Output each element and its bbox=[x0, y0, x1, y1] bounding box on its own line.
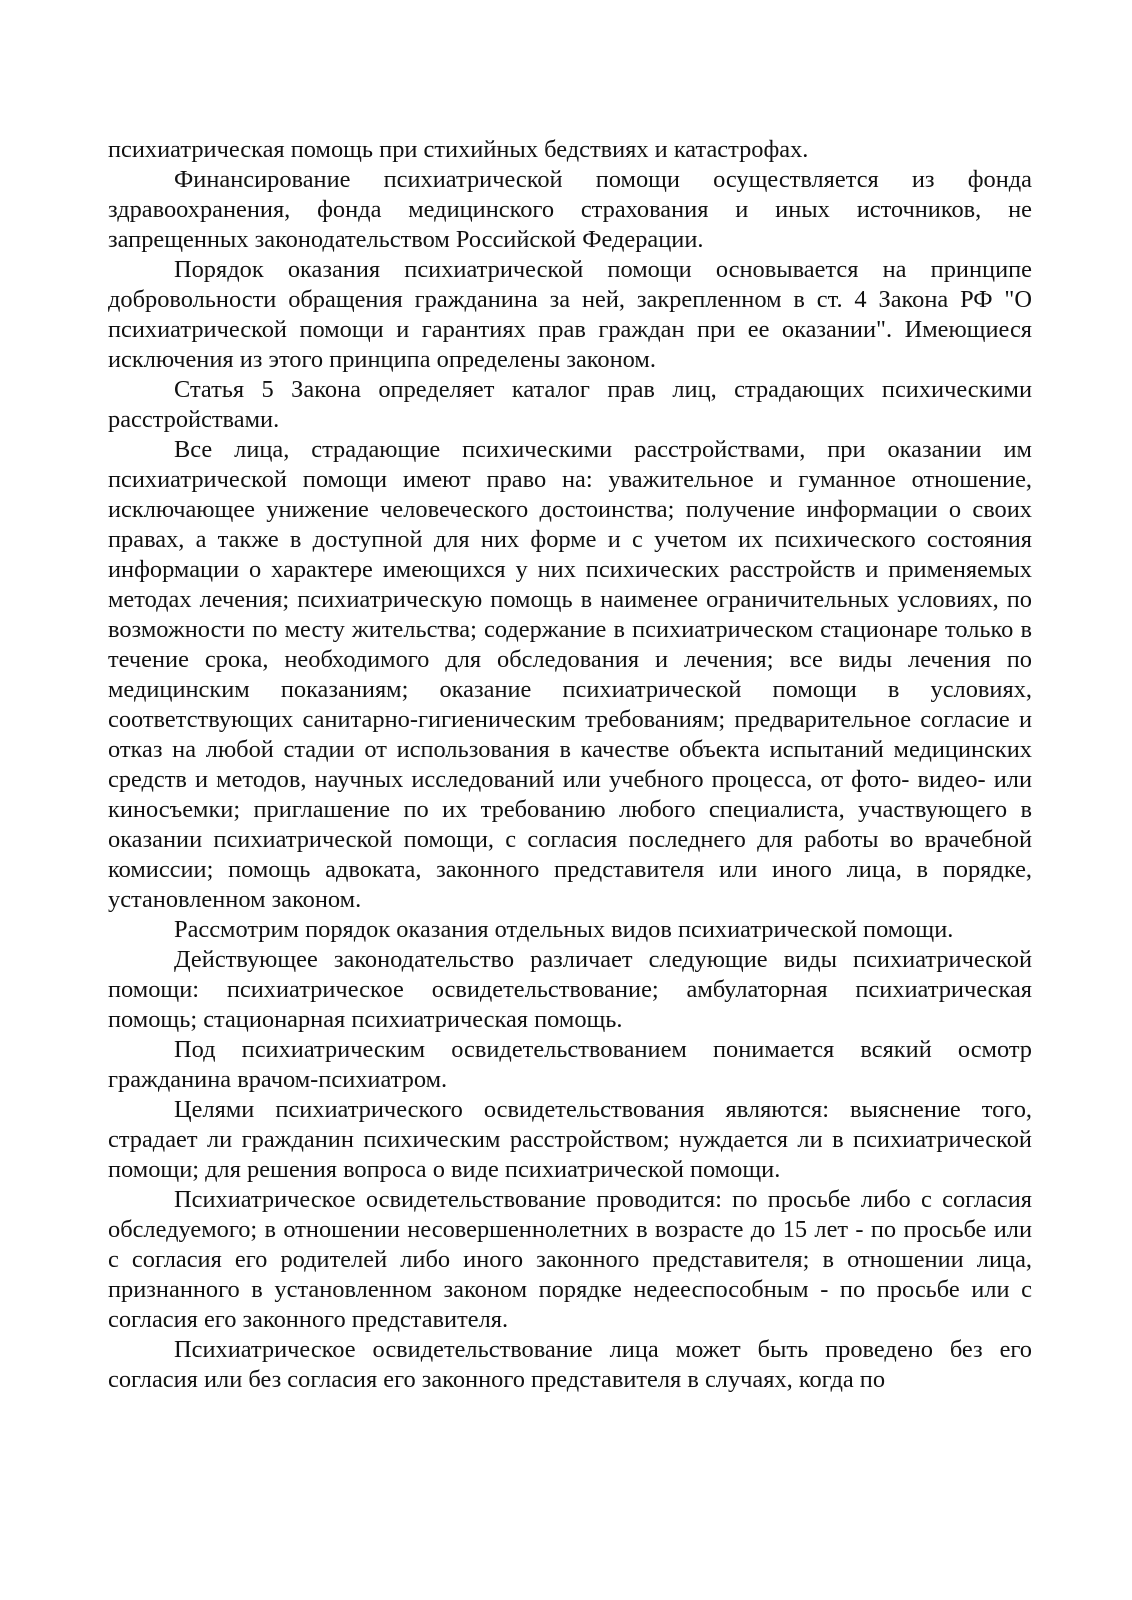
document-body bbox=[108, 135, 1032, 1395]
paragraph-9: Целями психиатрического освидетельствования являются: выяснение того, страдает ли гражданин психическим расстройством; нуждается ли в психиатрической помощи; для решения вопроса о виде психиатрической помощи. bbox=[108, 1096, 1032, 1183]
paragraph-2: Финансирование психиатрической помощи осуществляется из фонда здравоохранения, фонда медицинского страхования и иных источников, не запрещенных законодательством Российской Федерации. bbox=[108, 166, 1032, 253]
paragraph-4: Статья 5 Закона определяет каталог прав лиц, страдающих психическими расстройствами. bbox=[108, 376, 1032, 433]
paragraph-10: Психиатрическое освидетельствование проводится: по просьбе либо с согласия обследуемого; в отношении несовершеннолетних в возрасте до 15 лет - по просьбе или с согласия его родителей либо иного законного представителя; в отношении лица, признанного в установленном законом порядке недееспособным - по просьбе или с согласия его законного представителя. bbox=[108, 1186, 1032, 1333]
paragraph-3: Порядок оказания психиатрической помощи основывается на принципе добровольности обращения гражданина за ней, закрепленном в ст. 4 Закона РФ "О психиатрической помощи и гарантиях прав граждан при ее оказании". Имеющиеся исключения из этого принципа определены законом. bbox=[108, 256, 1032, 373]
paragraph-7: Действующее законодательство различает следующие виды психиатрической помощи: психиатрическое освидетельствование; амбулаторная психиатрическая помощь; стационарная психиатрическая помощь. bbox=[108, 946, 1032, 1033]
paragraph-11: Психиатрическое освидетельствование лица может быть проведено без его согласия или без согласия его законного представителя в случаях, когда по bbox=[108, 1336, 1032, 1393]
paragraph-6: Рассмотрим порядок оказания отдельных видов психиатрической помощи. bbox=[174, 916, 954, 943]
paragraph-5: Все лица, страдающие психическими расстройствами, при оказании им психиатрической помощи имеют право на: уважительное и гуманное отношение, исключающее унижение человеческого достоинства; получение информации о своих правах, а также в доступной для них форме и с учетом их психического состояния информации о характере имеющихся у них психических расстройств и применяемых методах лечения; психиатрическую помощь в наименее ограничительных условиях, по возможности по месту жительства; содержание в психиатрическом стационаре только в течение срока, необходимого для обследования и лечения; все виды лечения по медицинским показаниям; оказание психиатрической помощи в условиях, соответствующих санитарно-гигиеническим требованиям; предварительное согласие и отказ на любой стадии от использования в качестве объекта испытаний медицинских средств и методов, научных исследований или учебного процесса, от фото- видео- или киносъемки; приглашение по их требованию любого специалиста, участвующего в оказании психиатрической помощи, с согласия последнего для работы во врачебной комиссии; помощь адвоката, законного представителя или иного лица, в порядке, установленном законом. bbox=[108, 436, 1032, 913]
paragraph-1: психиатрическая помощь при стихийных бедствиях и катастрофах. bbox=[108, 136, 809, 163]
paragraph-8: Под психиатрическим освидетельствованием понимается всякий осмотр гражданина врачом-психиатром. bbox=[108, 1036, 1032, 1093]
